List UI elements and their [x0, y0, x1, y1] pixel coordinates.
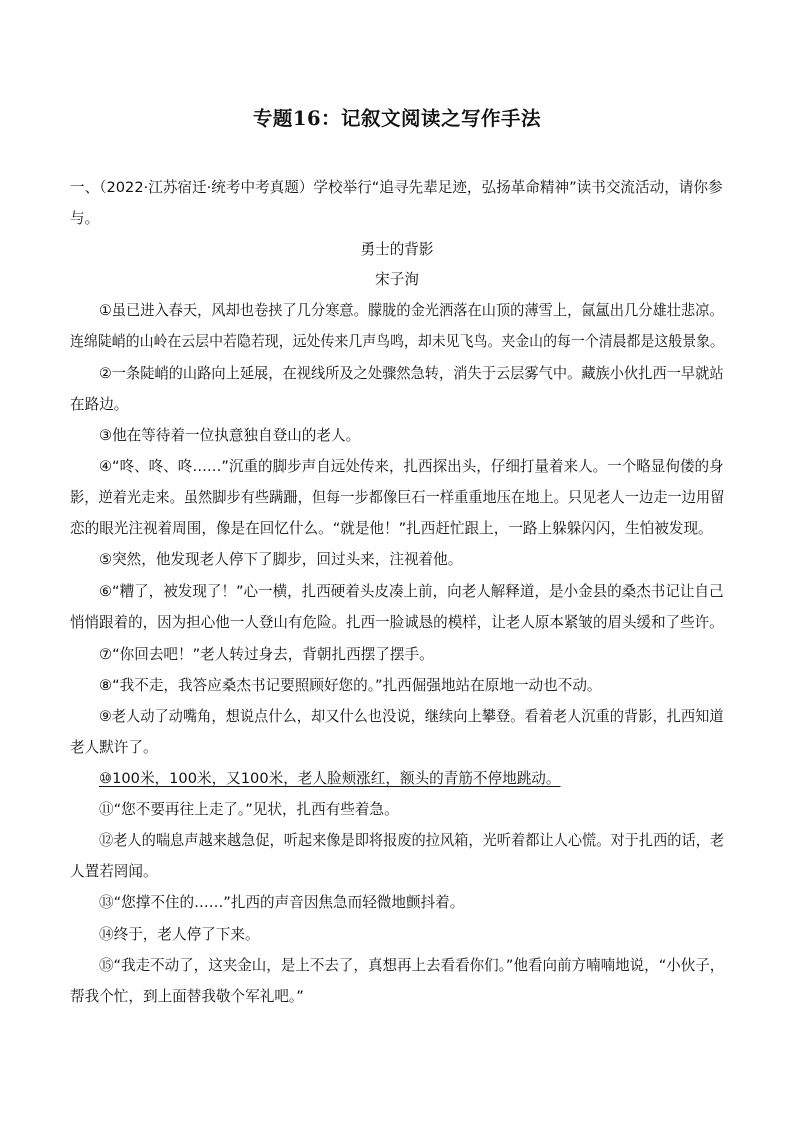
- paragraph-7: ⑦“你回去吧！”老人转过身去，背朝扎西摆了摆手。: [99, 646, 434, 663]
- paragraph-3: ③他在等待着一位执意独自登山的老人。: [99, 427, 361, 444]
- article-author: 宋子洵: [375, 271, 419, 288]
- paragraph-2-line-2: 在路边。: [70, 396, 129, 413]
- paragraph-6-line-2: 悄悄跟着的，因为担心他一人登山有危险。扎西一脸诚恳的模样，让老人原本紧皱的眉头缓和了些许。: [70, 614, 724, 631]
- question-text-line-2: 与。: [70, 210, 100, 227]
- paragraph-6-line-1: ⑥“糟了，被发现了！”心一横，扎西硬着头皮凑上前，向老人解释道，是小金县的桑杰书记让自己: [99, 583, 724, 600]
- paragraph-1-line-1: ①虽已进入春天，风却也卷挟了几分寒意。朦胧的金光洒落在山顶的薄雪上，氤氲出几分雄壮悲凉。: [99, 302, 724, 319]
- paragraph-4-line-3: 恋的眼光注视着周围，像是在回忆什么。“就是他！”扎西赶忙跟上，一路上躲躲闪闪，生怕被发现。: [70, 520, 713, 537]
- page-title: 专题16：记叙文阅读之写作手法: [252, 107, 542, 130]
- paragraph-15-line-1: ⑮“我走不动了，这夹金山，是上不去了，真想再上去看看你们。”他看向前方喃喃地说，“小伙子，: [99, 957, 725, 974]
- paragraph-12-line-1: ⑫老人的喘息声越来越急促，听起来像是即将报废的拉风箱，光听着都让人心慌。对于扎西的话，老: [99, 832, 725, 849]
- paragraph-9-line-1: ⑨老人动了动嘴角，想说点什么，却又什么也没说，继续向上攀登。看着老人沉重的背影，扎西知道: [99, 708, 724, 725]
- paragraph-10-underlined: ⑩100米，100米，又100米，老人脸颊涨红，额头的青筋不停地跳动。: [99, 770, 561, 787]
- question-text-line-1: 一、（2022·江苏宿迁·统考中考真题）学校举行“追寻先辈足迹，弘扬革命精神”读书交流活动，请你参: [70, 179, 723, 196]
- paragraph-14: ⑭终于，老人停了下来。: [99, 926, 260, 943]
- paragraph-4-line-1: ④“咚、咚、咚……”沉重的脚步声自远处传来，扎西探出头，仔细打量着来人。一个略显佝偻的身: [99, 458, 724, 475]
- paragraph-2-line-1: ②一条陡峭的山路向上延展，在视线所及之处骤然急转，消失于云层雾气中。藏族小伙扎西一早就站: [99, 365, 724, 382]
- paragraph-5: ⑤突然，他发现老人停下了脚步，回过头来，注视着他。: [99, 551, 463, 568]
- paragraph-4-line-2: 影，逆着光走来。虽然脚步有些蹒跚，但每一步都像巨石一样重重地压在地上。只见老人一边走一边用留: [70, 489, 725, 506]
- paragraph-8: ⑧“我不走，我答应桑杰书记要照顾好您的。”扎西倔强地站在原地一动也不动。: [99, 677, 602, 694]
- paragraph-11: ⑪“您不要再往上走了。”见状，扎西有些着急。: [99, 801, 399, 818]
- paragraph-1-line-2: 连绵陡峭的山岭在云层中若隐若现，远处传来几声鸟鸣，却未见飞鸟。夹金山的每一个清晨都是这般景象。: [70, 333, 724, 350]
- paragraph-15-line-2: 帮我个忙，到上面替我敬个军礼吧。”: [70, 988, 304, 1005]
- paragraph-13: ⑬“您撑不住的……”扎西的声音因焦急而轻微地颤抖着。: [99, 894, 465, 911]
- article-title: 勇士的背影: [360, 241, 434, 258]
- paragraph-12-line-2: 人置若罔闻。: [70, 863, 158, 880]
- paragraph-9-line-2: 老人默许了。: [70, 739, 158, 756]
